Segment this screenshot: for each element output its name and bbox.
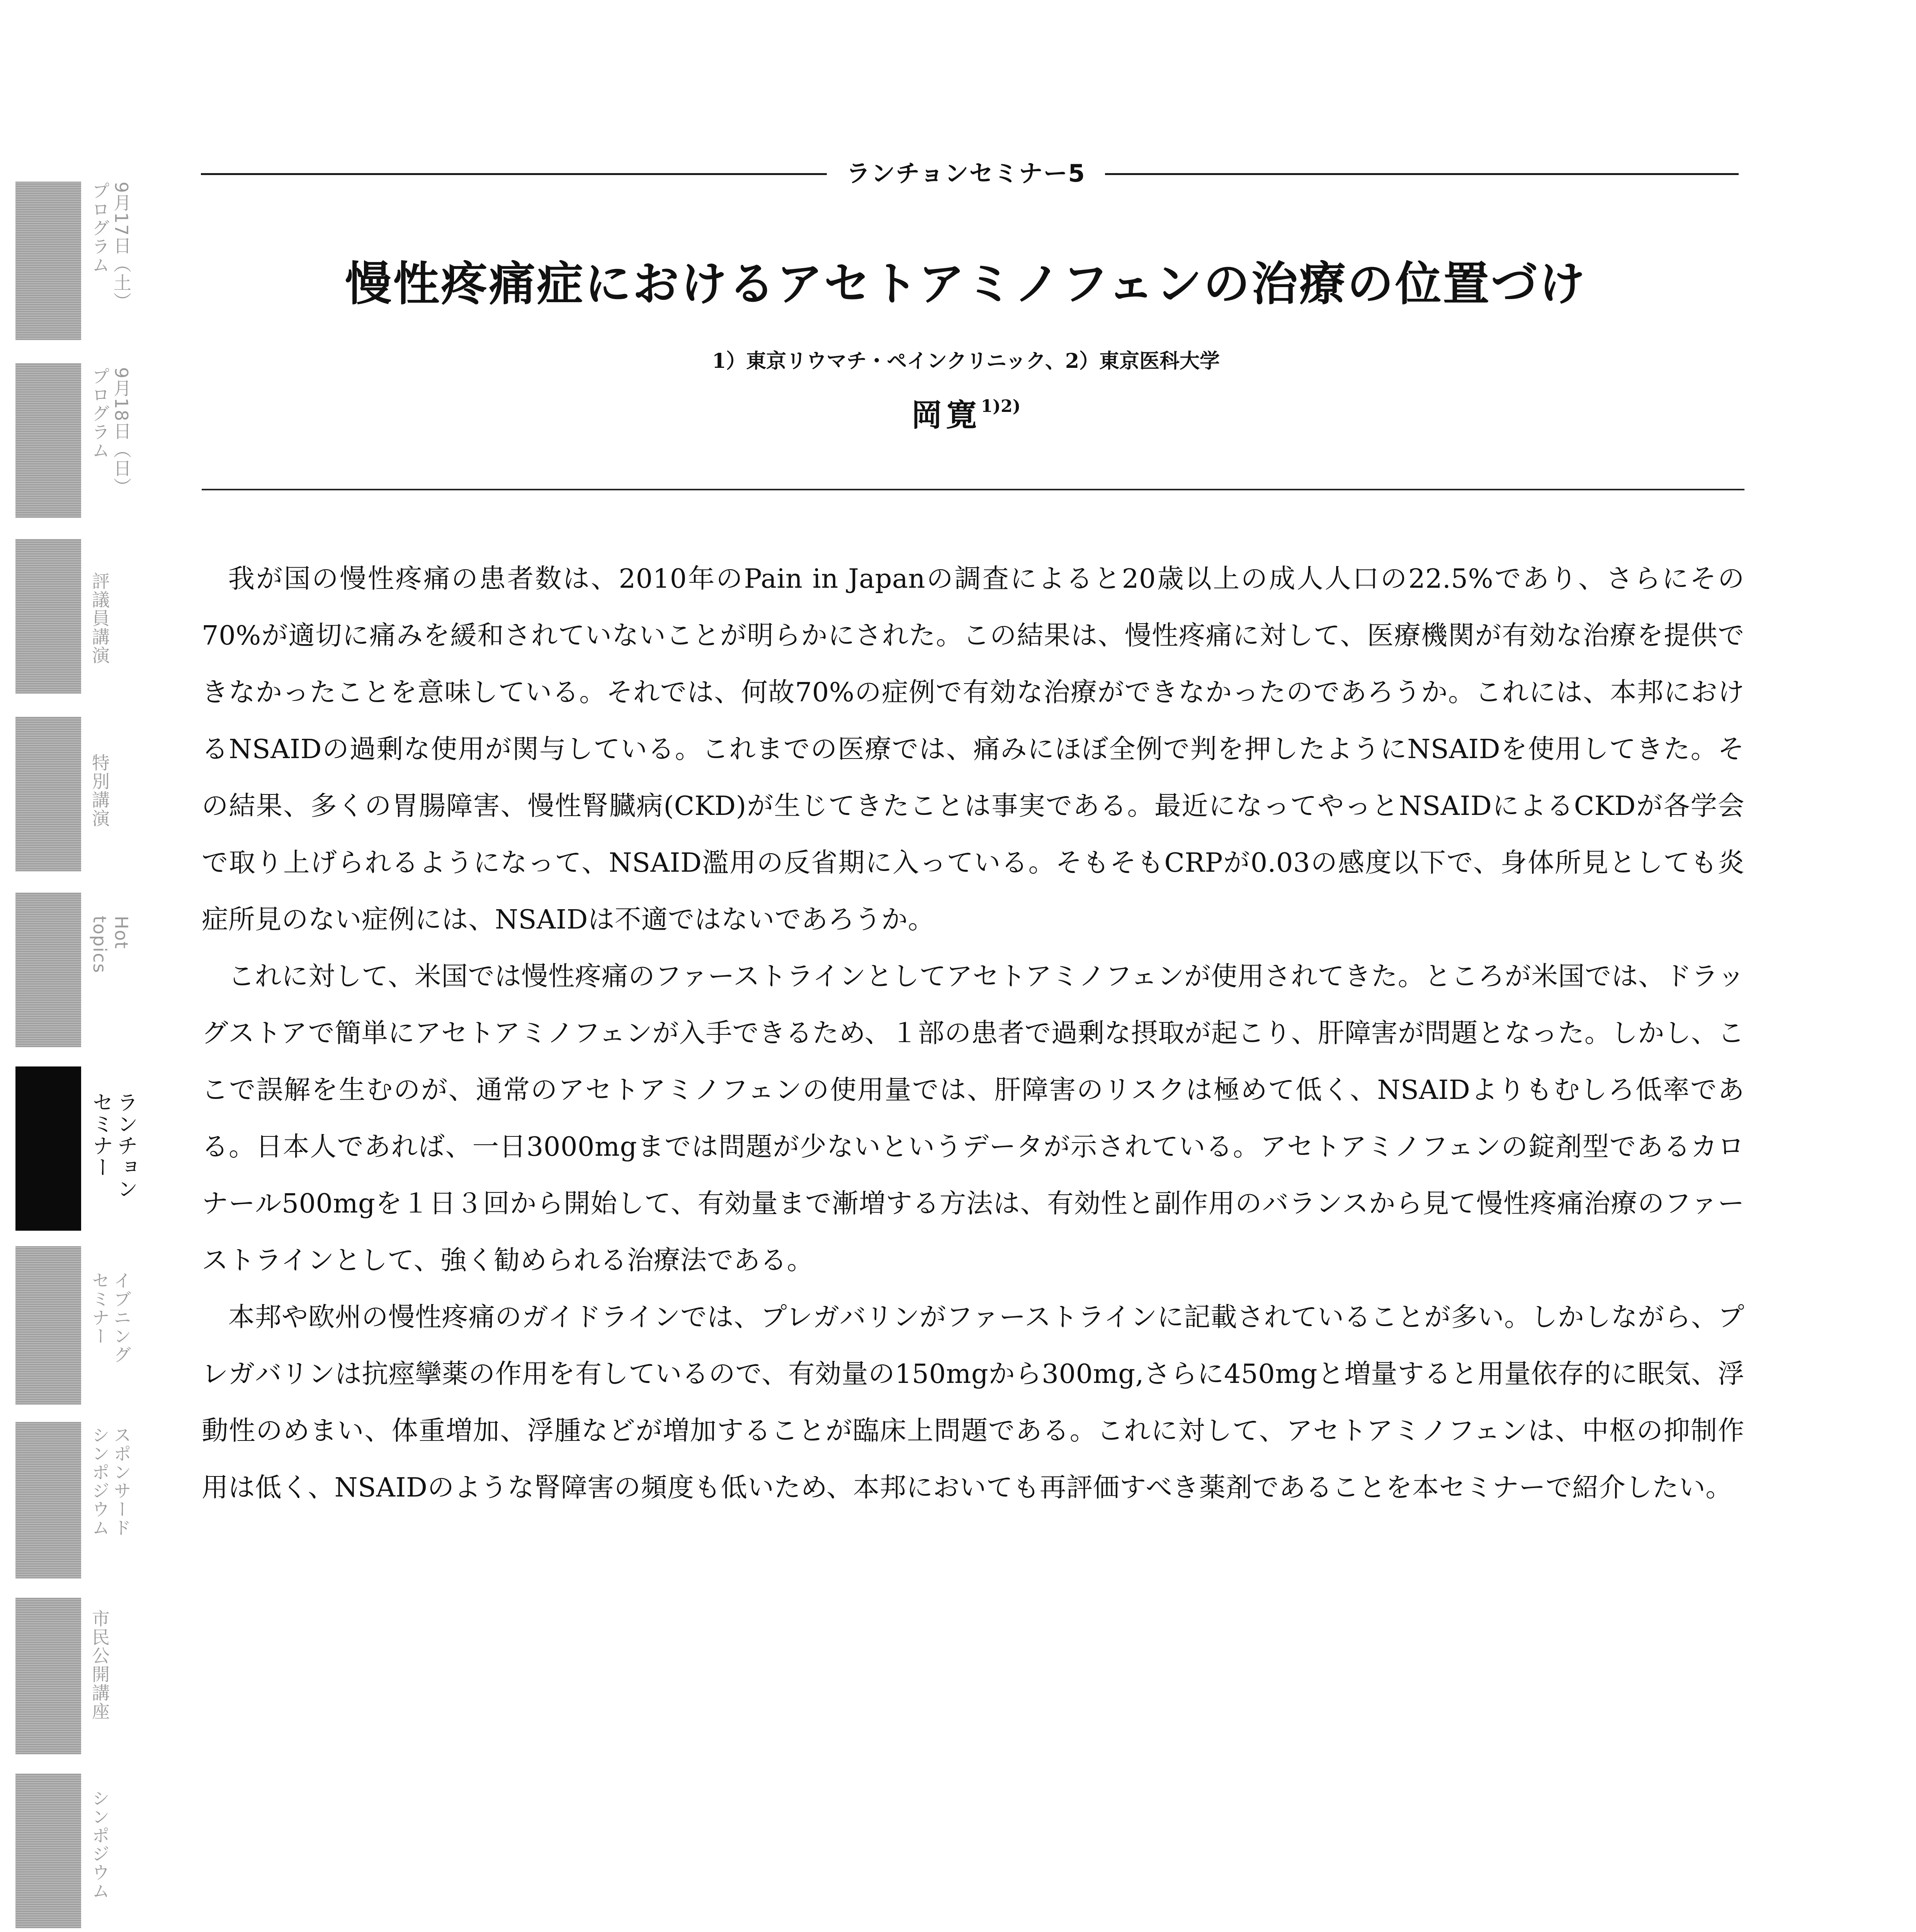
side-label-day2-program: 9月18日（日） プログラム — [89, 367, 132, 496]
side-label-day1-program: 9月17日（土） プログラム — [89, 182, 132, 311]
author-affiliation: 1）東京リウマチ・ペインクリニック、2）東京医科大学 — [712, 349, 1220, 373]
title-divider — [202, 489, 1744, 490]
side-label-evening-seminar: イブニング セミナー — [89, 1271, 132, 1364]
side-label-public-lecture: 市民公開講座 — [89, 1609, 110, 1721]
series-title: ランチョンセミナー5 — [846, 159, 1086, 187]
side-label-sponsored-symposium: スポンサード シンポジウム — [89, 1426, 132, 1537]
abstract-paragraph: 本邦や欧州の慢性疼痛のガイドラインでは、プレガバリンがファーストラインに記載されていることが多い。しかしながら、プレガバリンは抗痙攣薬の作用を有しているので、有効量の150mgから300mg,さらに450mgと増量すると用量依存的に眠気、浮動性のめまい、体重増加、浮腫などが増加することが臨床上問題である。これに対して、アセトアミノフェンは、中枢の抑制作用は低く、NSAIDのような腎障害の頻度も低いため、本邦においても再評価すべき薬剤であることを本セミナーで紹介したい。 — [202, 1302, 1744, 1503]
side-label-special-lecture: 特別講演 — [89, 753, 110, 828]
side-tab-day2-program — [15, 363, 81, 518]
author-affiliation-marker: 1)2) — [981, 396, 1021, 416]
abstract-paragraph: これに対して、米国では慢性疼痛のファーストラインとしてアセトアミノフェンが使用されてきた。ところが米国では、ドラッグストアで簡単にアセトアミノフェンが入手できるため、１部の患者で過剰な摂取が起こり、肝障害が問題となった。しかし、ここで誤解を生むのが、通常のアセトアミノフェンの使用量では、肝障害のリスクは極めて低く、NSAIDよりもむしろ低率である。日本人であれば、一日3000mgまでは問題が少ないというデータが示されている。アセトアミノフェンの錠剤型であるカロナール500mgを１日３回から開始して、有効量まで漸増する方法は、有効性と副作用のバランスから見て慢性疼痛治療のファーストラインとして、強く勧められる治療法である。 — [202, 961, 1744, 1276]
side-label-councilor-lecture: 評議員講演 — [89, 572, 110, 665]
header-rule-right — [1105, 173, 1739, 175]
side-label-luncheon-seminar: ランチョン セミナー — [89, 1092, 138, 1200]
header-rule-left — [201, 173, 827, 175]
side-label-symposium: シンポジウム — [89, 1789, 110, 1900]
side-label-hot-topics: Hot topics — [89, 916, 132, 974]
abstract-paragraph: 我が国の慢性疼痛の患者数は、2010年のPain in Japanの調査によると20歳以上の成人人口の22.5%であり、さらにその70%が適切に痛みを緩和されていないことが明らかにされた。この結果は、慢性疼痛に対して、医療機関が有効な治療を提供できなかったことを意味している。それでは、何故70%の症例で有効な治療ができなかったのであろうか。これには、本邦におけるNSAIDの過剰な使用が関与している。これまでの医療では、痛みにほぼ全例で判を押したようにNSAIDを使用してきた。その結果、多くの胃腸障害、慢性腎臓病(CKD)が生じてきたことは事実である。最近になってやっとNSAIDによるCKDが各学会で取り上げられるようになって、NSAID濫用の反省期に入っている。そもそもCRPが0.03の感度以下で、身体所見としても炎症所見のない症例には、NSAIDは不適ではないであろうか。 — [202, 563, 1744, 935]
side-tab-day1-program — [15, 182, 81, 340]
side-tab-hot-topics — [15, 893, 81, 1047]
side-tab-symposium — [15, 1774, 81, 1928]
side-tab-sponsored-symposium — [15, 1422, 81, 1578]
side-tab-councilor-lecture — [15, 539, 81, 694]
side-tab-luncheon-seminar — [15, 1066, 81, 1231]
author-name-text: 岡寛 — [911, 397, 981, 433]
author-name — [734, 383, 1198, 438]
side-tab-evening-seminar — [15, 1246, 81, 1405]
abstract-body — [202, 551, 1744, 1516]
side-tab-special-lecture — [15, 717, 81, 871]
page-title: 慢性疼痛症におけるアセトアミノフェンの治療の位置づけ — [345, 257, 1587, 311]
side-tab-public-lecture — [15, 1598, 81, 1754]
